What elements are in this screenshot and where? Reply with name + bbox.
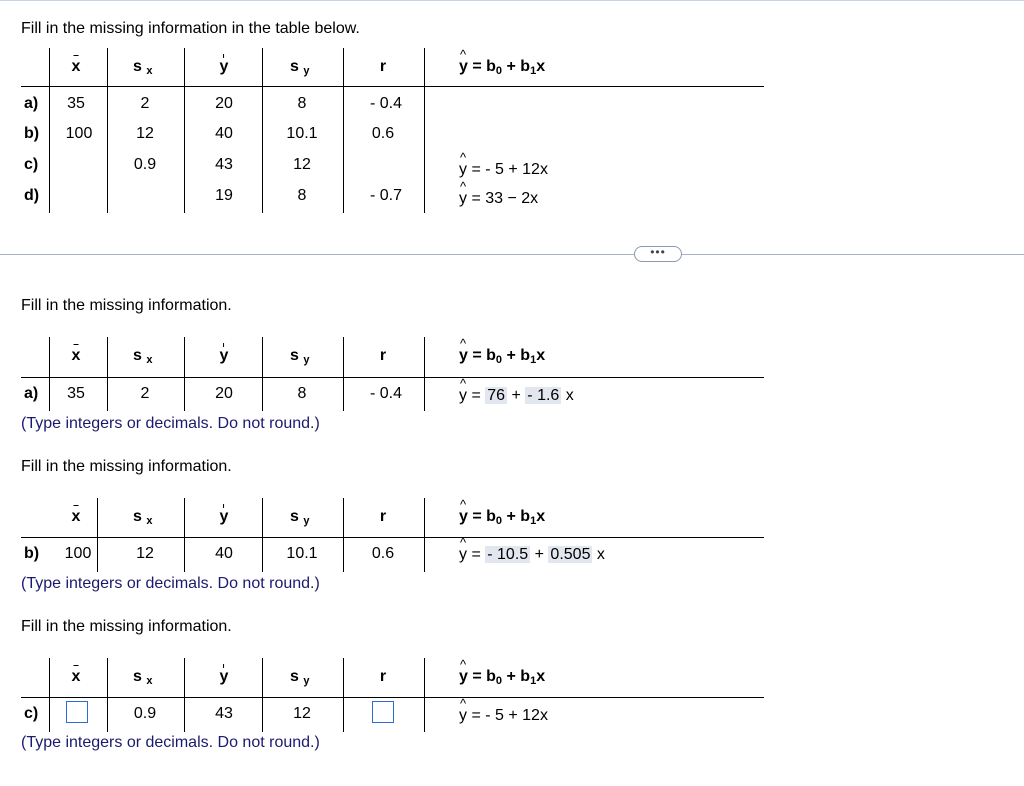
r-input[interactable] [372,701,394,723]
divider [343,337,344,411]
b1-answer[interactable]: 0.505 [550,546,591,563]
divider [184,498,185,572]
row-label: c) [24,705,39,722]
part-a-instruction: Fill in the missing information. [21,297,232,314]
part-c-header-rule [21,697,764,698]
header-equation: ^ $y = b_0 + b_1x$ [459,668,545,687]
main-instruction: Fill in the missing information in the table below. [21,20,360,37]
divider [424,658,425,732]
divider [184,48,185,213]
divider [424,498,425,572]
divider [262,498,263,572]
b0-answer[interactable]: 76 [487,387,506,404]
cell-equation: ^ y = 33 − 2x [459,190,538,208]
part-b-instruction: Fill in the missing information. [21,458,232,475]
part-c-hint: (Type integers or decimals. Do not round.) [21,734,320,751]
header-equation: ^ $y = b_0 + b_1x$ [459,508,545,527]
divider [262,658,263,732]
part-a-header-rule [21,377,764,378]
divider [184,658,185,732]
divider [49,337,50,411]
main-table-header-rule [21,86,764,87]
part-b-hint: (Type integers or decimals. Do not round.) [21,575,320,592]
part-c-equation: ^ y = - 5 + 12x [459,707,548,725]
divider [107,337,108,411]
row-label: a) [24,385,39,402]
divider [343,658,344,732]
header-equation: ^ $y = b_0 + b_1x$ [459,58,545,77]
xbar-input[interactable] [66,701,88,723]
divider [343,498,344,572]
part-a-hint: (Type integers or decimals. Do not round.) [21,415,320,432]
xbar-input-box[interactable] [66,701,88,723]
b1-answer[interactable]: - 1.6 [527,387,560,404]
row-label: d) [24,187,40,204]
divider [184,337,185,411]
part-c-instruction: Fill in the missing information. [21,618,232,635]
top-border [0,0,1024,1]
row-label: a) [24,95,39,112]
cell-equation: ^ y = - 5 + 12x [459,161,548,179]
divider [343,48,344,213]
divider [424,48,425,213]
divider [97,498,98,572]
divider [262,337,263,411]
header-equation: ^ $y = b_0 + b_1x$ [459,347,545,366]
part-b-header-rule [21,537,764,538]
row-label: b) [24,125,40,142]
part-a-equation: ^ y = 76 + - 1.6 x [459,387,574,405]
divider [107,48,108,213]
divider [49,658,50,732]
row-label: c) [24,156,39,173]
divider [424,337,425,411]
more-options-button[interactable]: ••• [634,246,682,262]
part-b-equation: ^ y = - 10.5 + 0.505 x [459,546,605,564]
b0-answer[interactable]: - 10.5 [487,546,529,563]
divider [107,658,108,732]
divider [262,48,263,213]
section-divider [0,254,1024,255]
divider [49,48,50,213]
r-input-box[interactable] [372,701,394,723]
row-label: b) [24,545,40,562]
